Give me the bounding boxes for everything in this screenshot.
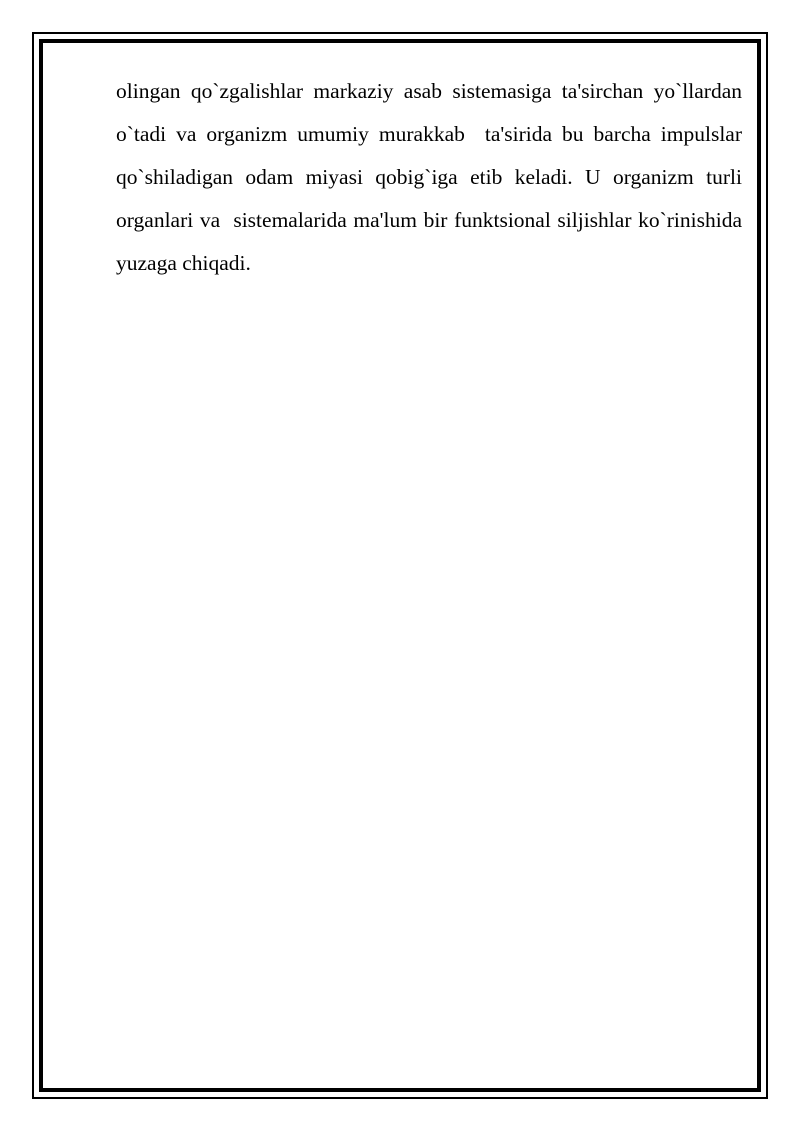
body-paragraph: olingan qo`zgalishlar markaziy asab sistemasiga ta'sirchan yo`llardan o`tadi va organizm umumiy murakkab ta'sirida bu barcha impulslar qo`shiladigan odam miyasi qobig`iga etib keladi. U organizm turli organlari va sistemalarida ma'lum bir funktsional siljishlar ko`rinishida yuzaga chiqadi. — [116, 79, 748, 275]
page-content — [116, 70, 748, 285]
